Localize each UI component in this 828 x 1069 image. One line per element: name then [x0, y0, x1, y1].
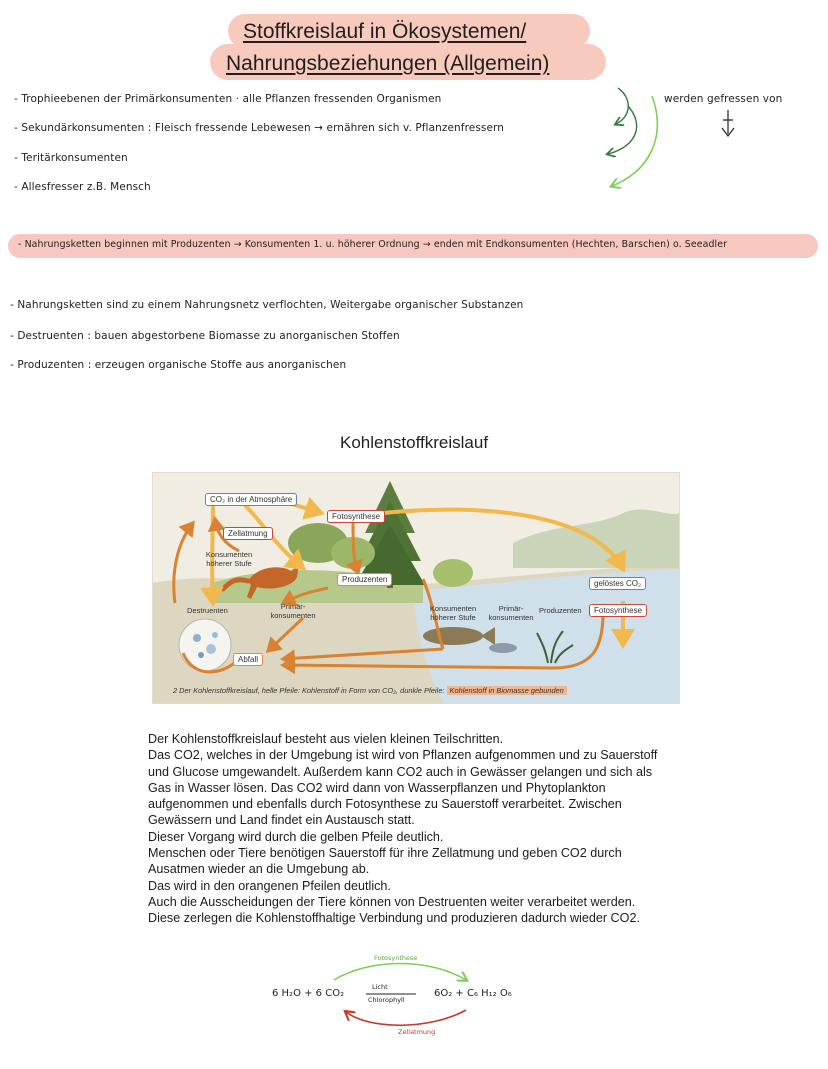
explanation-paragraph	[148, 731, 657, 927]
paragraph-line: und Glucose umgewandelt. Außerdem kann CO2 auch in Gewässer gelangen und sich als	[148, 764, 653, 779]
page-title-line-2: Nahrungsbeziehungen (Allgemein)	[226, 52, 550, 75]
note-trophic-2: - Sekundärkonsumenten : Fleisch fressende Lebewesen → ernähren sich v. Pflanzenfressern	[14, 122, 505, 134]
paragraph-line: Gas in Wasser lösen. Das CO2 wird dann von Wasserpflanzen und Phytoplankton	[148, 780, 606, 795]
label-konsumenten-hoeherer-stufe-wasser: Konsumenten höherer Stufe	[429, 604, 477, 622]
paragraph-line: Auch die Ausscheidungen der Tiere können von Destruenten weiter verarbeitet werden.	[148, 894, 636, 909]
equation-fotosynthese-label: Fotosynthese	[374, 954, 418, 962]
label-destruenten: Destruenten	[187, 606, 228, 615]
note-trophic-4: - Allesfresser z.B. Mensch	[14, 181, 151, 193]
paragraph-line: Der Kohlenstoffkreislauf besteht aus vielen kleinen Teilschritten.	[148, 732, 504, 746]
equation-licht: Licht	[372, 983, 388, 991]
note-more-3: - Produzenten : erzeugen organische Stoffe aus anorganischen	[10, 359, 347, 371]
label-primaerkonsumenten-land: Primär-konsumenten	[270, 602, 316, 620]
label-geloestes-co2: gelöstes CO₂	[589, 577, 646, 590]
note-food-chain: - Nahrungsketten beginnen mit Produzenten → Konsumenten 1. u. höherer Ordnung → enden mit Endkonsumenten (Hechten, Barschen) o. Seeadler	[18, 239, 728, 250]
figure-caption-highlight: Kohlenstoff in Biomasse gebunden	[447, 686, 567, 695]
paragraph-line: Das wird in den orangenen Pfeilen deutlich.	[148, 878, 391, 893]
label-fotosynthese-wasser: Fotosynthese	[589, 604, 647, 617]
carbon-cycle-figure	[152, 472, 680, 704]
equation-left: 6 H₂O + 6 CO₂	[272, 988, 345, 999]
page-title-line-1: Stoffkreislauf in Ökosystemen/	[243, 20, 527, 43]
label-konsumenten-hoeherer-stufe-land: Konsumenten höherer Stufe	[205, 550, 253, 568]
note-more-1: - Nahrungsketten sind zu einem Nahrungsnetz verflochten, Weitergabe organischer Substanzen	[10, 299, 524, 311]
section-title: Kohlenstoffkreislauf	[340, 433, 489, 452]
note-more-2: - Destruenten : bauen abgestorbene Biomasse zu anorganischen Stoffen	[10, 330, 400, 342]
label-primaerkonsumenten-wasser: Primär-konsumenten	[488, 604, 534, 622]
label-zellatmung: Zellatmung	[223, 527, 273, 540]
label-fotosynthese-land: Fotosynthese	[327, 510, 385, 523]
paragraph-line: Diese zerlegen die Kohlenstoffhaltige Verbindung und produzieren dadurch wieder CO2.	[148, 911, 640, 926]
label-co2-atmosphere: CO₂ in der Atmosphäre	[205, 493, 297, 506]
paragraph-line: Menschen oder Tiere benötigen Sauerstoff für ihre Zellatmung und geben CO2 durch	[148, 846, 622, 861]
note-eaten-by: werden gefressen von	[664, 93, 783, 105]
paragraph-line: Ausatmen wieder an die Umgebung ab.	[148, 862, 370, 877]
paragraph-line: Dieser Vorgang wird durch die gelben Pfeile deutlich.	[148, 829, 444, 844]
paragraph-line: Das CO2, welches in der Umgebung ist wird von Pflanzen aufgenommen und zu Sauerstoff	[148, 748, 658, 763]
paragraph-line: aufgenommen und ebenfalls durch Fotosynthese zu Sauerstoff verarbeitet. Zwischen	[148, 797, 622, 812]
paragraph-line: Gewässern und Land findet ein Austausch statt.	[148, 813, 415, 828]
equation-zellatmung-label: Zellatmung	[398, 1028, 436, 1036]
equation-chlorophyll: Chlorophyll	[368, 996, 405, 1004]
figure-caption-text: 2 Der Kohlenstoffkreislauf, helle Pfeile: Kohlenstoff in Form von CO₂, dunkle Pfeile:	[173, 686, 445, 695]
note-trophic-3: - Teritärkonsumenten	[14, 152, 128, 164]
label-produzenten-wasser: Produzenten	[539, 606, 582, 615]
green-arrows	[600, 84, 740, 194]
figure-caption	[173, 686, 567, 695]
label-abfall: Abfall	[233, 653, 263, 666]
note-trophic-1: - Trophieebenen der Primärkonsumenten · alle Pflanzen fressenden Organismen	[14, 93, 442, 105]
label-produzenten-land: Produzenten	[337, 573, 392, 586]
equation-right: 6O₂ + C₆ H₁₂ O₆	[434, 988, 512, 999]
